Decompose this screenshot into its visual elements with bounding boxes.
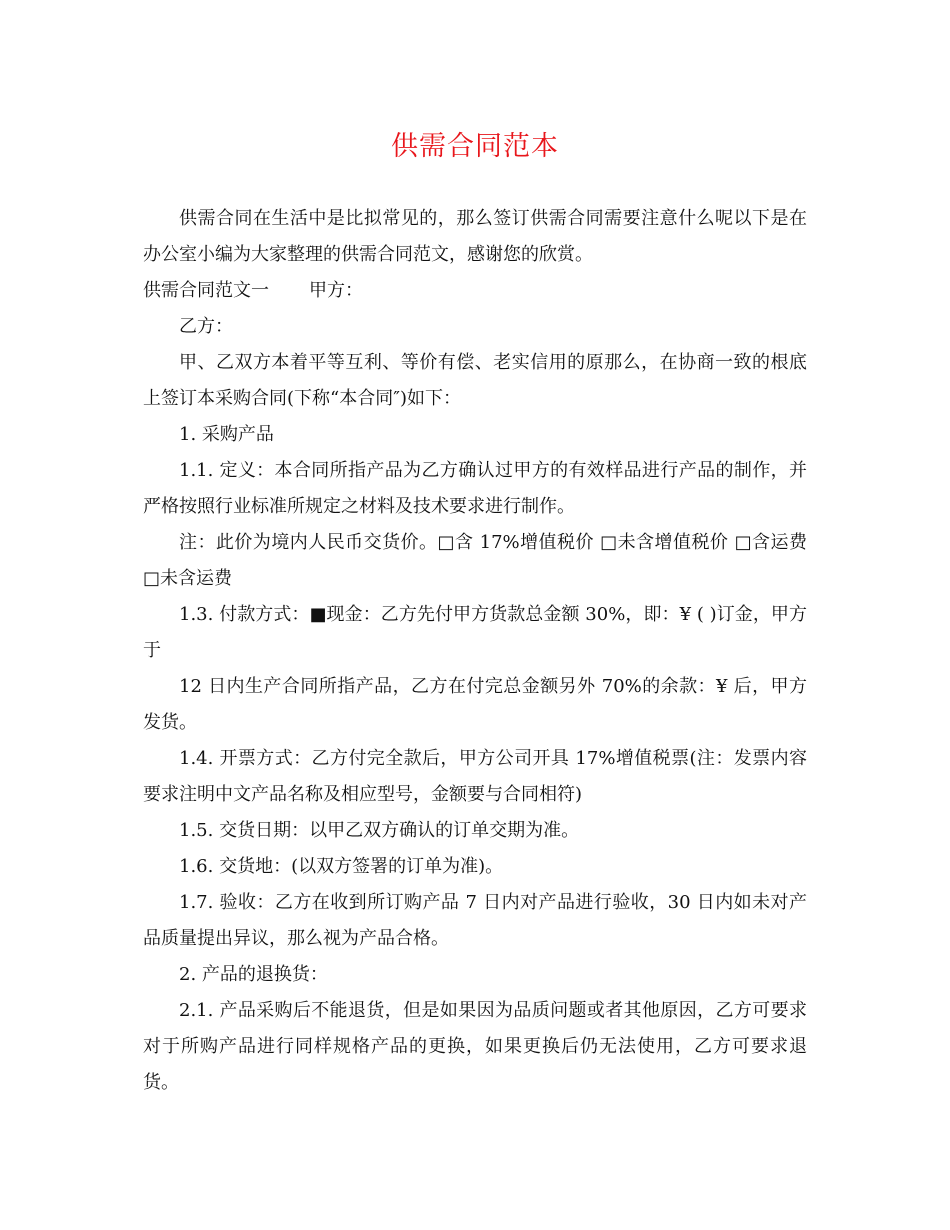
clause-1-3-continued: 12 日内生产合同所指产品，乙方在付完总金额另外 70%的余款：¥ 后，甲方发货。 <box>143 676 807 733</box>
document-title: 供需合同范本 <box>391 131 559 162</box>
preamble-paragraph: 甲、乙双方本着平等互利、等价有偿、老实信用的原那么，在协商一致的根底上签订本采购合同(下称“本合同″)如下： <box>143 352 807 409</box>
clause-1-1: 1.1. 定义：本合同所指产品为乙方确认过甲方的有效样品进行产品的制作，并严格按照行业标准所规定之材料及技术要求进行制作。 <box>143 460 807 517</box>
party-a-label: 甲方： <box>309 280 363 301</box>
section-1-heading: 1. 采购产品 <box>179 424 274 445</box>
document-body <box>143 201 807 1101</box>
intro-paragraph: 供需合同在生活中是比拟常见的，那么签订供需合同需要注意什么呢以下是在办公室小编为大家整理的供需合同范文，感谢您的欣赏。 <box>143 208 807 265</box>
party-a-line <box>143 273 807 309</box>
party-b-line: 乙方： <box>179 316 233 337</box>
clause-1-4: 1.4. 开票方式：乙方付完全款后，甲方公司开具 17%增值税票(注：发票内容要求注明中文产品名称及相应型号，金额要与合同相符) <box>143 748 807 805</box>
clause-1-5: 1.5. 交货日期：以甲乙双方确认的订单交期为准。 <box>179 820 580 841</box>
sample-label: 供需合同范文一 <box>143 280 269 301</box>
clause-1-3: 1.3. 付款方式：■现金：乙方先付甲方货款总金额 30%，即：¥ ( )订金，甲方于 <box>143 604 807 661</box>
price-note: 注：此价为境内人民币交货价。□含 17%增值税价 □未含增值税价 □含运费 □未含运费 <box>143 532 807 589</box>
clause-1-7: 1.7. 验收：乙方在收到所订购产品 7 日内对产品进行验收，30 日内如未对产品质量提出异议，那么视为产品合格。 <box>143 892 807 949</box>
clause-1-6: 1.6. 交货地：(以双方签署的订单为准)。 <box>179 856 504 877</box>
section-2-heading: 2. 产品的退换货： <box>179 964 328 985</box>
clause-2-1: 2.1. 产品采购后不能退货，但是如果因为品质问题或者其他原因，乙方可要求对于所购产品进行同样规格产品的更换，如果更换后仍无法使用，乙方可要求退货。 <box>143 1000 807 1093</box>
